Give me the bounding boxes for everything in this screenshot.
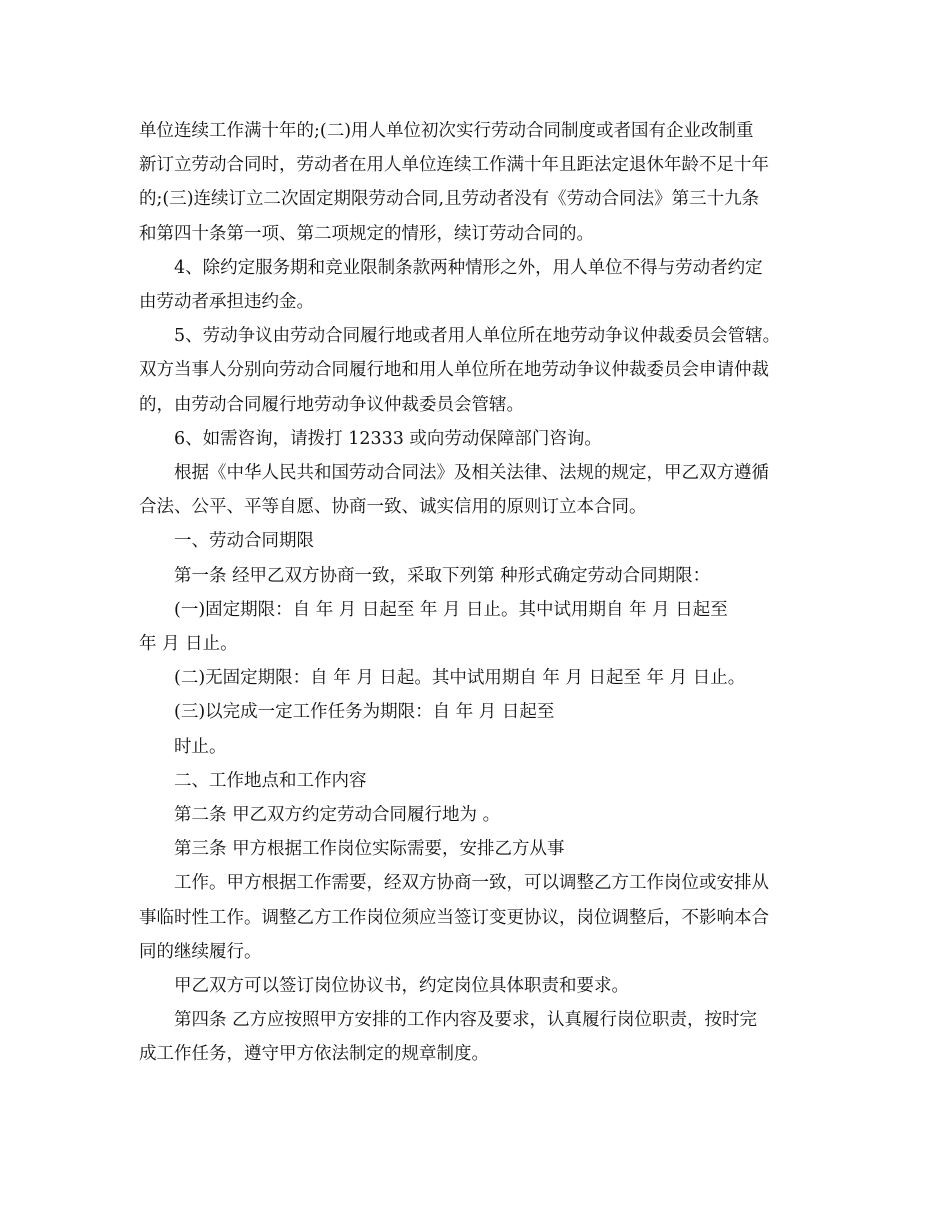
text-line: 年 月 日止。 <box>139 634 238 655</box>
text-line: 双方当事人分别向劳动合同履行地和用人单位所在地劳动争议仲裁委员会申请仲裁 <box>139 360 769 381</box>
text-line: (三)以完成一定工作任务为期限：自 年 月 日起至 <box>174 702 555 723</box>
text-line: 5、劳动争议由劳动合同履行地或者用人单位所在地劳动争议仲裁委员会管辖。 <box>174 326 781 347</box>
text-line: 合法、公平、平等自愿、协商一致、诚实信用的原则订立本合同。 <box>139 497 647 518</box>
text-line: 根据《中华人民共和国劳动合同法》及相关法律、法规的规定，甲乙双方遵循 <box>174 463 769 484</box>
text-line: 同的继续履行。 <box>139 941 262 962</box>
text-line: 新订立劳动合同时，劳动者在用人单位连续工作满十年且距法定退休年龄不足十年 <box>139 155 769 176</box>
text-line: 的，由劳动合同履行地劳动争议仲裁委员会管辖。 <box>139 394 524 415</box>
text-line: 由劳动者承担违约金。 <box>139 292 314 313</box>
text-line: (一)固定期限：自 年 月 日起至 年 月 日止。其中试用期自 年 月 日起至 <box>174 599 728 620</box>
text-line: 成工作任务，遵守甲方依法制定的规章制度。 <box>139 1044 489 1065</box>
text-line: 事临时性工作。调整乙方工作岗位须应当签订变更协议，岗位调整后，不影响本合 <box>139 907 769 928</box>
text-line: 工作。甲方根据工作需要，经双方协商一致，可以调整乙方工作岗位或安排从 <box>174 873 769 894</box>
text-line: 二、工作地点和工作内容 <box>174 770 367 791</box>
text-line: 一、劳动合同期限 <box>174 531 314 552</box>
text-line: (二)无固定期限：自 年 月 日起。其中试用期自 年 月 日起至 年 月 日止。 <box>174 668 746 689</box>
text-line: 甲乙双方可以签订岗位协议书，约定岗位具体职责和要求。 <box>174 976 629 997</box>
text-line: 单位连续工作满十年的;(二)用人单位初次实行劳动合同制度或者国有企业改制重 <box>139 121 754 141</box>
text-line: 第三条 甲方根据工作岗位实际需要，安排乙方从事 <box>174 839 565 860</box>
text-line: 第二条 甲乙双方约定劳动合同履行地为 。 <box>174 805 501 826</box>
text-line: 第一条 经甲乙双方协商一致，采取下列第 种形式确定劳动合同期限： <box>174 565 711 586</box>
text-line: 的;(三)连续订立二次固定期限劳动合同,且劳动者没有《劳动合同法》第三十九条 <box>139 189 760 210</box>
document-body <box>139 114 819 1072</box>
text-line: 6、如需咨询，请拨打 12333 或向劳动保障部门咨询。 <box>174 428 602 449</box>
text-line: 4、除约定服务期和竞业限制条款两种情形之外，用人单位不得与劳动者约定 <box>174 257 763 278</box>
text-line: 第四条 乙方应按照甲方安排的工作内容及要求，认真履行岗位职责，按时完 <box>174 1010 758 1031</box>
text-line: 时止。 <box>174 736 227 757</box>
text-line: 和第四十条第一项、第二项规定的情形，续订劳动合同的。 <box>139 223 594 244</box>
